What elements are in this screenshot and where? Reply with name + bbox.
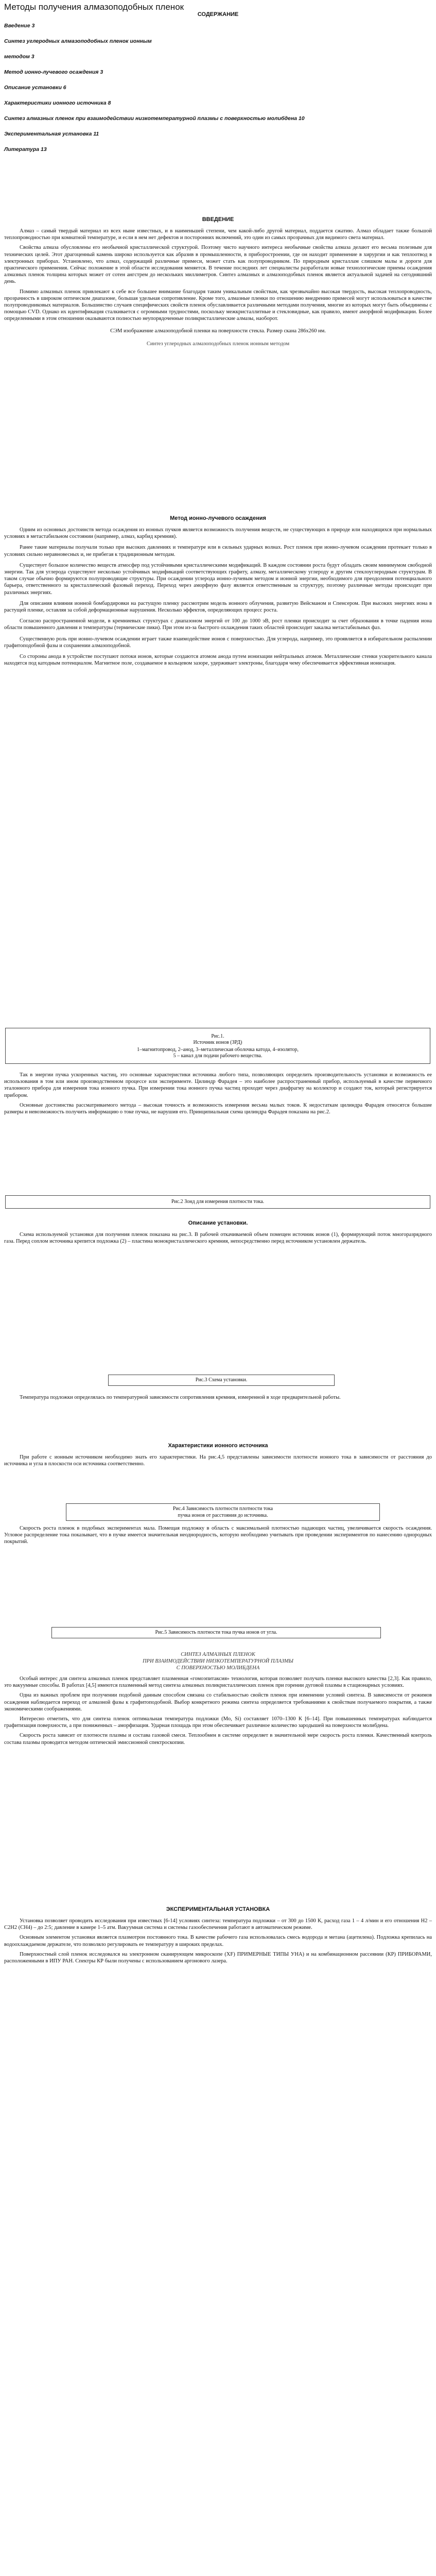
- synth-heading: ПРИ ВЗАИМОДЕЙСТВИИ НИЗКОТЕМПЕРАТУРНОЙ ПЛАЗМЫ: [143, 1658, 293, 1664]
- experimental-paragraph: Основным элементом установки является плазмотрон постоянного тока. В качестве рабочего газа использовалась смесь водорода и метана (ацетилена). Подложка крепилась на водоохлаждаемом держателе, что позволяло регулировать ее температуру в широких пределах.: [4, 1935, 432, 1947]
- growth-paragraph: Скорость роста пленок в подобных экспериментах мала. Помещая подложку в область с максимальной плотностью падающих частиц, увеличивается скорость осаждения. Угловое распределение тока показывает, что в пучке имеется значительная неоднородность, которую необходимо учитывать при проведении экспериментов по нанесению однородных покрытий.: [4, 1526, 432, 1545]
- synth-paragraph: Особый интерес для синтеза алмазных пленок представляет плазменная «гомоэпитаксия» технология, которая позволяет получать пленки высокого качества [2,3]. Как правило, это вакуумные способы. В работах [4,5] имеются плазменный метод синтеза алмазных поликристаллических пленок при горении дуговой плазмы в стационарных условиях.: [4, 1676, 432, 1689]
- intro-paragraph: Алмаз – самый твердый материал из всех ныне известных, и в наименьшей степени, чем какой-либо другой материал, поддается сжатию. Алмаз обладает также большой теплопроводностью при комнатной температуре, и если в нем нет дефектов и посторонних включений, это один из самых прозрачных для видимого света материал.: [4, 228, 432, 241]
- synth-paragraph: Интересно отметить, что для синтеза пленок оптимальная температура подложки (Mo, Si) составляет 1070–1300 К [6–14]. При повышенных температурах наблюдается графитизация поверхности, а при пониженных – аморфизация. Ударная площадь при этом обеспечивает различное количество зародышей на поверхности молибдена.: [4, 1716, 432, 1729]
- toc-link-intro[interactable]: Введение 3: [4, 23, 35, 29]
- section-plasma-synthesis: [4, 1651, 432, 1746]
- temperature-paragraph: Температура подложки определялась по температурной зависимости сопротивления кремния, измеренной в ходе предварительной работы.: [20, 1395, 341, 1400]
- toc-link-synthesis[interactable]: Синтез углеродных алмазоподобных пленок ионным: [4, 38, 152, 44]
- ion-beam-paragraph: Со стороны анода в устройстве поступают потоки ионов, которые создаются атомом анода путем ионизации нейтральных атомов. Металлические стенки ускорительного канала находятся под катодным потенциалом. Магнитное поле, создаваемое в кольцевом зазоре, удерживает электроны, благодаря чему обеспечивается эффективная ионизация.: [4, 654, 432, 667]
- ion-beam-heading: Метод ионно-лучевого осаждения: [170, 515, 266, 521]
- section-growth: [4, 1525, 432, 1546]
- intro-heading: ВВЕДЕНИЕ: [202, 216, 234, 223]
- section-ion-beam: [4, 515, 432, 667]
- table-of-contents: [4, 23, 431, 162]
- experimental-heading: ЭКСПЕРИМЕНТАЛЬНАЯ УСТАНОВКА: [166, 1906, 270, 1912]
- ion-beam-paragraph: Согласно распространенной модели, в кремниевых структурах с диапазоном энергий от 100 до 1000 эВ, рост пленки происходит за счет образования в точке падения иона области повышенного давления и температуры (термические пики). При этом из-за быстрого охлаждения таких областей происходит закалка метастабильных фаз.: [4, 618, 432, 631]
- figure-2-caption: Рис.2 Зонд для измерения плотности тока.: [171, 1199, 265, 1205]
- section-setup: [4, 1220, 432, 1245]
- ion-beam-paragraph: Ранее такие материалы получали только при высоких давлениях и температуре или в сильных ударных волнах. Рост пленок при ионно-лучевом осаждении протекает только в условиях сильно неравновесных и, не прибегая к традиционным методам.: [4, 545, 432, 557]
- figure-5: [51, 1627, 381, 1638]
- sem-caption: СЭМ изображение алмазоподобной пленки на поверхности стекла. Размер скана 286х260 нм.: [110, 328, 326, 334]
- figure-4-caption: пучка ионов от расстояния до источника.: [178, 1513, 268, 1518]
- toc-link-source[interactable]: Характеристики ионного источника 8: [4, 100, 111, 106]
- figure-4-caption: Рис.4 Зависимость плотности плотности тока: [172, 1506, 273, 1512]
- section-measurement: [4, 1072, 432, 1115]
- page-title: Методы получения алмазоподобных пленок: [4, 2, 184, 12]
- toc-link-plasma[interactable]: Синтез алмазных пленок при взаимодействии низкотемпературной плазмы с поверхностью молибдена 10: [4, 115, 305, 122]
- ion-beam-paragraph: Для описания влияния ионной бомбардировки на растущую пленку рассмотрим модель ионного облучения, развитую Вейсманом и Спенсером. При высоких энергиях иона в растущей пленке, оставляя за собой деформационные нарушения. Несколько эффектов, определяющих процесс роста.: [4, 600, 432, 614]
- figure-3: [108, 1375, 335, 1386]
- section-temperature: [4, 1394, 432, 1401]
- section-source-chars: [4, 1443, 432, 1467]
- toc-title: СОДЕРЖАНИЕ: [197, 11, 239, 18]
- toc-link-literature[interactable]: Литература 13: [4, 146, 47, 152]
- figure-1-title: Рис.1.: [211, 1033, 224, 1039]
- toc-link-ion-beam[interactable]: Метод ионно-лучевого осаждения 3: [4, 69, 103, 75]
- ion-beam-paragraph: Существенную роль при ионно-лучевом осаждении играет также взаимодействие ионов с поверхностью. Для углерода, например, это проявляется в избирательном распылении графитоподобной фазы и сохранении алмазоподобной.: [4, 636, 432, 649]
- toc-link-method[interactable]: методом 3: [4, 54, 34, 60]
- experimental-paragraph: Поверхностный слой пленок исследовался на электронном сканирующем микроскопе (XF) ПРИМЕРНЫЕ ТИПЫ УНА) и на комбинационном рассеянии (КР) ПРИБОРАМИ, расположенными в ИПУ РАН. Спектры КР были получены с использованием аргонового лазера.: [4, 1951, 432, 1964]
- ion-beam-paragraph: Существует большое количество веществ атмосфер под устойчивыми кристаллическими модификаций. В каждом состоянии роста будут обладать своим минимумом свободной энергии. Так для углерода существуют несколько устойчивых модификаций соответствующих графиту, алмазу, металлическому углероду и другим стеклоуглеродным структурам. В таком случае обычно формируются полупроводящие структуры. При осаждении углерода ионно-лучевым методом и ионной энергии, необходимого для преодоления потенциального барьера, ответственного за кристаллический фазовый переход. Переход через аморфную фазу является ответственным за структуру, поэтому различные методы происходят при различных энергиях.: [4, 562, 432, 596]
- figure-1-legend: 1–магнитопровод, 2–анод, 3–металлическая оболочка катода, 4–изолятор,: [137, 1047, 299, 1053]
- toc-link-experimental[interactable]: Экспериментальная установка 11: [4, 131, 99, 137]
- synth-paragraph: Одна из важных проблем при получении подобной данным способом связана со стабильностью свойств пленок при изменении условий синтеза. В зависимости от режимов осаждения наблюдается переход от алмазной фазы к графитоподобной. Выбор конкретного режима синтеза определяется требованиями к свойствам получаемого покрытия, а также экономическими соображениями.: [4, 1692, 432, 1712]
- section-subtitle: Синтез углеродных алмазоподобных пленок ионным методом: [146, 341, 290, 347]
- intro-paragraph: Свойства алмаза обусловлены его необычной кристаллической структурой. Поэтому чисто научного интереса необычные свойства алмаза делают его весьма полезным для технических целей. Этот драгоценный камень широко используется как абразив в промышленности, в приборостроении, где он находит применение в хирургии и как теплоотвод в электронных приборах. Установлено, что алмаз, содержащий различные примеси, может стать как полупроводником. По природным кристаллам слишком малы и дороги для практического применения. Сейчас положение в этой области исследования меняется. В течение последних лет специалисты разработали новые технологические приемы осаждения алмазных пленок толщина которых может от сотен ангстрем до нескольких миллиметров. Синтез алмазных и алмазоподобных пленок является актуальной задачей на сегодняшний день.: [4, 245, 432, 285]
- setup-heading: Описание установки.: [188, 1220, 248, 1226]
- setup-paragraph: Схема используемой установки для получения пленок показана на рис.3. В рабочей откачиваемой объем помещен источник ионов (1), формирующий поток многоразрядного газа. Перед соплом источника крепится подложка (2) – пластина монокристаллического кремния, непосредственно перед источником установлен держатель.: [4, 1232, 432, 1245]
- source-chars-heading: Характеристики ионного источника: [168, 1443, 268, 1449]
- figure-2: [5, 1195, 430, 1209]
- figure-4: [66, 1503, 380, 1521]
- section-intro: [4, 216, 432, 347]
- figure-1-subtitle: Источник ионов (ЗРД): [193, 1040, 242, 1045]
- figure-1-legend: 5 – канал для подачи рабочего вещества.: [173, 1053, 263, 1059]
- synth-heading: С ПОВЕРХНОСТЬЮ МОЛИБДЕНА: [176, 1665, 260, 1671]
- experimental-paragraph: Установка позволяет проводить исследования при известных [6-14] условиях синтеза: температура подложки – от 300 до 1500 К, расход газа 1 – 4 л/мин и его отношения H2 – C2H2 (CH4) – до 2:5; давление в камере 1–5 атм. Вакуумная система и системы газообеспечения работают в автоматическом режиме.: [4, 1918, 432, 1931]
- source-chars-paragraph: При работе с ионным источником необходимо знать его характеристики. На рис.4,5 представлены зависимости плотности ионного тока в зависимости от расстояния до источника и угла в плоскости оси источника соответственно.: [4, 1454, 432, 1467]
- synth-heading: СИНТЕЗ АЛМАЗНЫХ ПЛЕНОК: [181, 1652, 255, 1657]
- figure-5-caption: Рис.5 Зависимость плотности тока пучка ионов от угла.: [155, 1630, 277, 1635]
- ion-beam-paragraph: Одним из основных достоинств метода осаждения из ионных пучков является возможность получения веществ, не существующих в природе или находящихся при нормальных условиях в метастабильном состоянии (например, алмаз, карбид кремния).: [4, 527, 432, 540]
- figure-1: [5, 1028, 430, 1064]
- toc-link-setup[interactable]: Описание установки 6: [4, 84, 66, 91]
- figure-3-caption: Рис.3 Схема установки.: [195, 1377, 248, 1383]
- section-experimental: [4, 1906, 432, 1964]
- intro-paragraph: Помимо алмазных пленок привлекают к себе все большее внимание благодаря таким уникальным свойствам, как чрезвычайно высокая твердость, высокая теплопроводность, прозрачность в широком оптическом диапазоне, большая удельная сопротивление. Кроме того, алмазные пленки по отношению внедрению примесей могут использоваться в качестве полупроводниковых материалов. Большинство случаев специфических свойств пленок обуславливается различными методами получения, многие из которых могут быть объединены с помощью CVD. Однако их идентификация сталкивается с огромными трудностями, поскольку межкристаллитные и стекловидные, как правило, имеют аморфной модификации. Более определенными в этом отношении оказываются полностью неупорядоченные поликристаллические алмазы, наоборот.: [4, 289, 432, 322]
- measurement-paragraph: Основные достоинства рассматриваемого метода – высокая точность и возможность измерения весьма малых токов. К недостаткам цилиндра Фарадея относятся большие размеры и невозможность получить информацию о токе пучка, не нарушив его. Принципиальная схема цилиндра Фарадея показана на рис.2.: [4, 1102, 432, 1115]
- synth-paragraph: Скорость роста зависит от плотности плазмы и состава газовой смеси. Теплообмен в системе определяет в значительной мере скорость роста пленки. Качественный контроль состава плазмы проводится методом оптической эмиссионной спектроскопии.: [4, 1733, 432, 1745]
- measurement-paragraph: Так в энергии пучка ускоренных частиц, это основные характеристики источника любого типа, позволяющих определить производительность установки и возможность ее использования в том или ином производственном процессе или эксперименте. Цилиндр Фарадея – это наиболее распространенный прибор, используемый в качестве первичного эталонного прибора для измерения тока ионного пучка. При измерении тока ионного пучка частиц проходят через диафрагму на коллектор и создают ток, который регистрируется прибором.: [4, 1072, 432, 1098]
